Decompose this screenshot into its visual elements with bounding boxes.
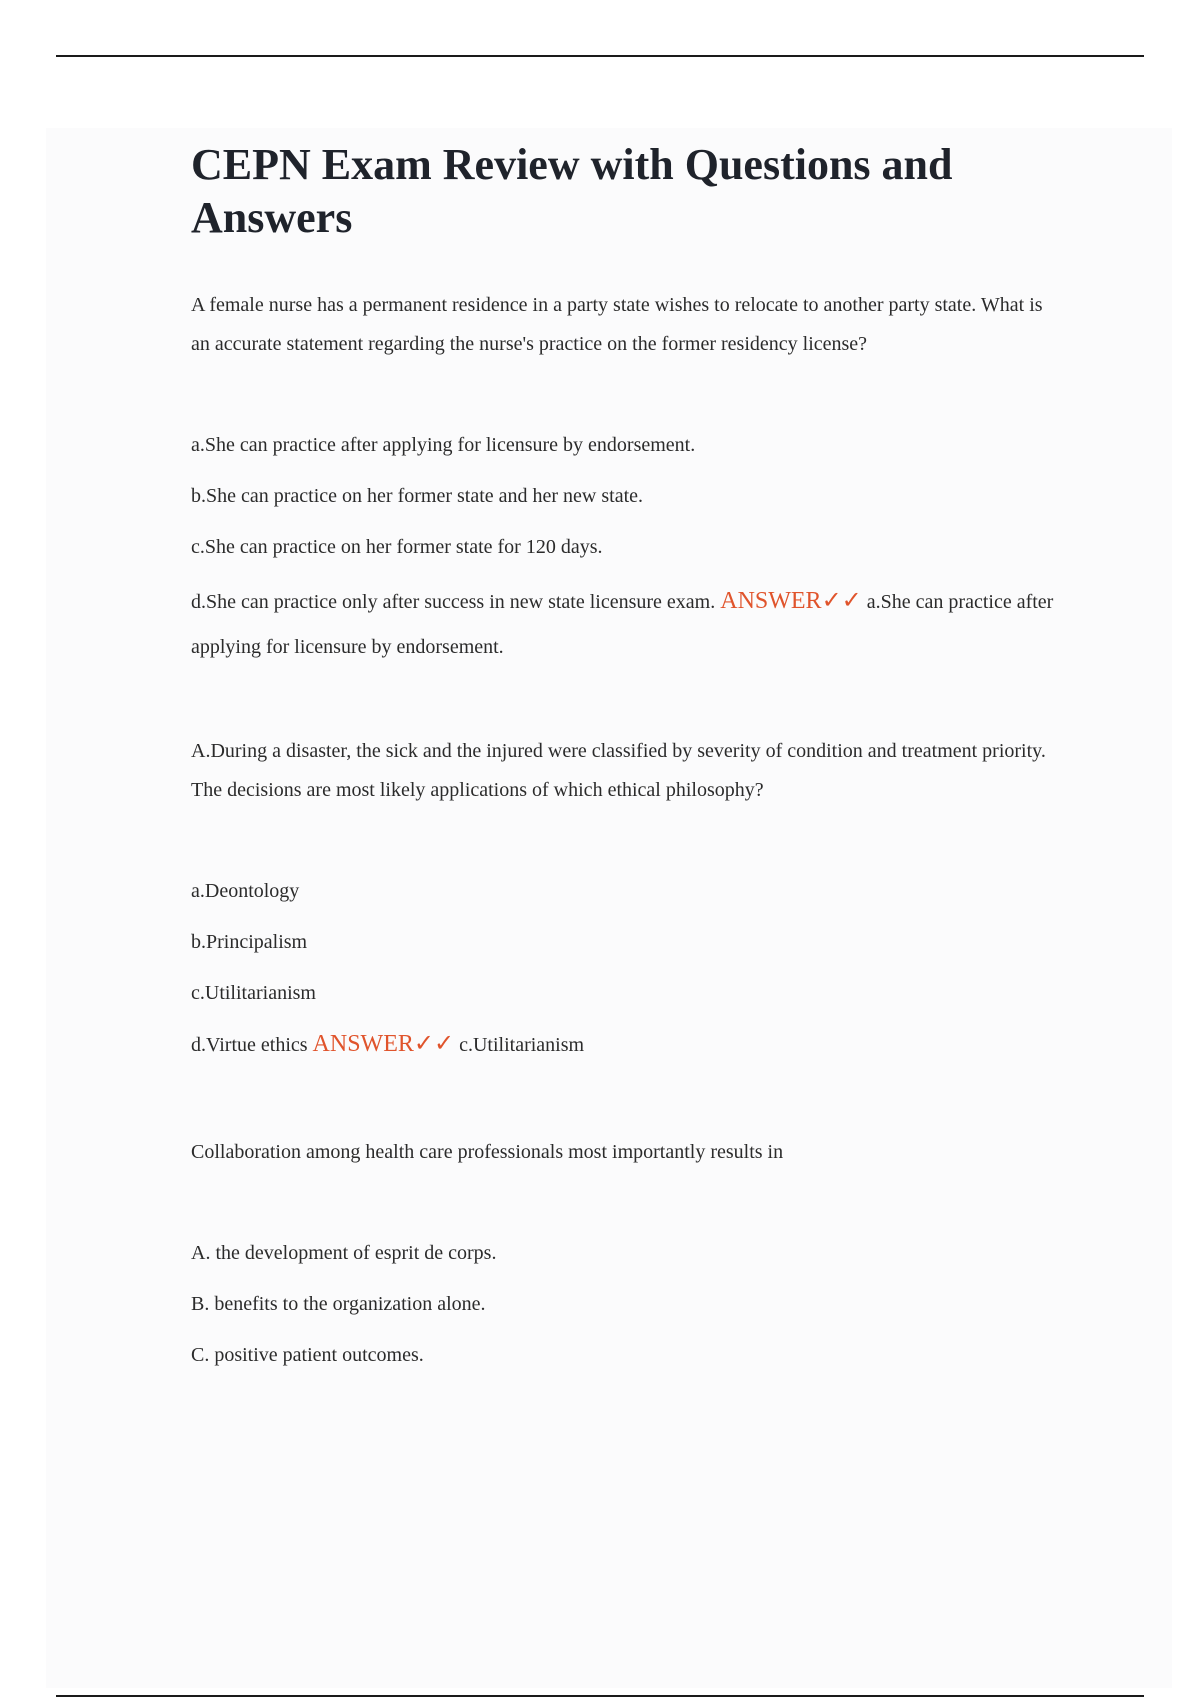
question-2-option-d-with-answer (191, 1025, 1061, 1065)
question-2-answer-label: ANSWER✓✓ (312, 1031, 455, 1057)
document-title: CEPN Exam Review with Questions and Answers (191, 140, 953, 242)
question-1-option-d-with-answer (191, 579, 1061, 670)
question-1-text: A female nurse has a permanent residence in a party state wishes to relocate to another party state. What is an accurate statement regarding the nurse's practice on the former residency license? (191, 294, 1043, 355)
document-content (191, 138, 1061, 1375)
question-3-text: Collaboration among health care professionals most importantly results in (191, 1141, 784, 1163)
question-2-option-d: d.Virtue ethics (191, 1034, 308, 1056)
question-2-option-b: b.Principalism (191, 931, 308, 953)
question-1-answer: a.She can practice after applying for licensure by endorsement. (191, 591, 1054, 658)
question-1-option-d: d.She can practice only after success in new state licensure exam. (191, 591, 716, 613)
question-2-option-a: a.Deontology (191, 880, 300, 902)
question-1-answer-label: ANSWER✓✓ (720, 588, 862, 614)
question-1-option-a: a.She can practice after applying for licensure by endorsement. (191, 434, 696, 456)
question-3-option-b: B. benefits to the organization alone. (191, 1293, 486, 1315)
question-3-option-c: C. positive patient outcomes. (191, 1344, 424, 1366)
question-2-text: A.During a disaster, the sick and the injured were classified by severity of condition and treatment priority. The decisions are most likely applications of which ethical philosophy? (191, 740, 1046, 801)
footer-rule (56, 1695, 1144, 1697)
header-rule (56, 55, 1144, 57)
question-1-option-c: c.She can practice on her former state for 120 days. (191, 536, 603, 558)
question-3-option-a: A. the development of esprit de corps. (191, 1242, 497, 1264)
question-1-option-b: b.She can practice on her former state and her new state. (191, 485, 644, 507)
question-2-answer: c.Utilitarianism (459, 1034, 585, 1056)
question-2-option-c: c.Utilitarianism (191, 982, 316, 1004)
